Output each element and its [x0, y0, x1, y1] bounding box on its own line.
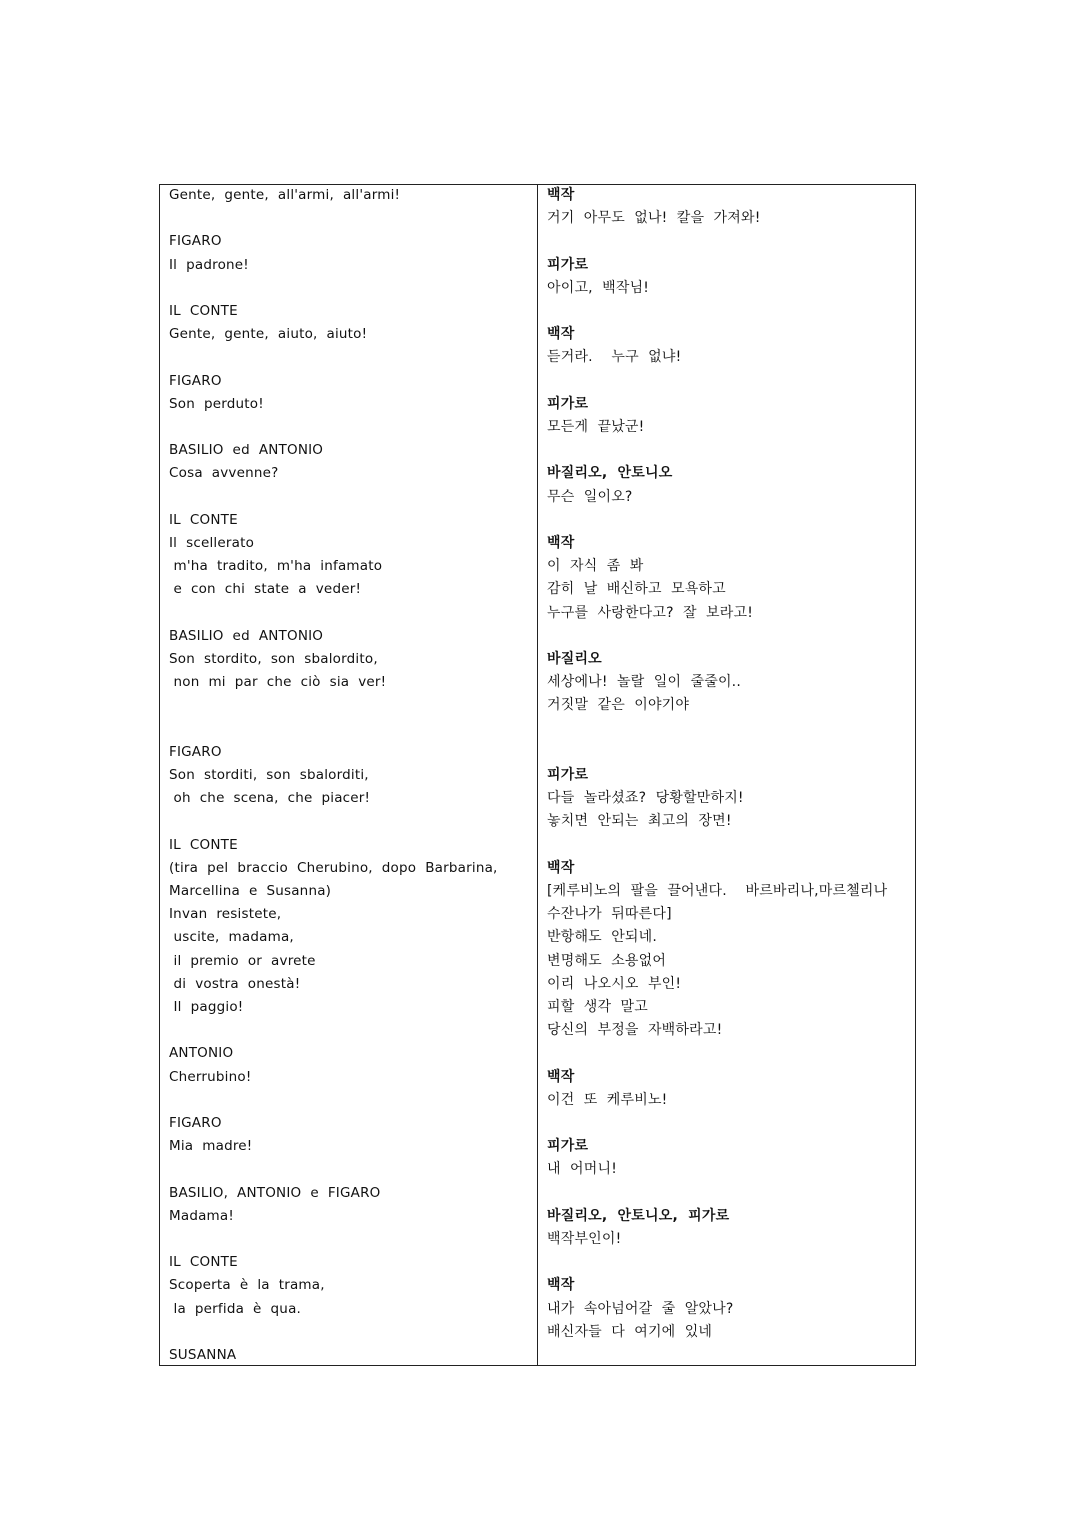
speaker-name: 백작	[547, 535, 575, 551]
lyric-line: Gente, gente, aiuto, aiuto!	[169, 326, 368, 343]
speaker-name: FIGARO	[169, 1115, 222, 1131]
lyric-line: e con chi state a veder!	[169, 581, 362, 598]
speaker-name: 백작	[547, 1068, 575, 1085]
lyric-line: 세상에나! 놀랄 일이 줄줄이..	[547, 674, 741, 691]
lyric-line: 내 어머니!	[547, 1161, 618, 1178]
lyric-line: [케루비노의 팔을 끌어낸다. 바르바리나,마르첼리나	[547, 883, 888, 899]
lyric-line: 듣거라. 누구 없냐!	[547, 349, 682, 366]
speaker-name: 바질리오, 안토니오, 피가로	[547, 1207, 730, 1224]
speaker-name: 피가로	[547, 1138, 589, 1155]
lyric-line: 무슨 일이오?	[547, 488, 633, 505]
speaker-name: FIGARO	[169, 233, 222, 250]
lyric-line: 수잔나가 뒤따른다]	[547, 906, 672, 923]
speaker-name: 백작	[547, 859, 575, 876]
lyric-line: Cherrubino!	[169, 1068, 252, 1085]
lyric-line: uscite, madama,	[169, 929, 294, 946]
lyric-line: Il paggio!	[169, 999, 244, 1015]
lyric-line: 내가 속아넘어갈 줄 알았나?	[547, 1300, 734, 1317]
lyric-line: m'ha tradito, m'ha infamato	[169, 558, 383, 575]
lyric-line: Il scellerato	[169, 535, 255, 551]
lyric-line: 백작부인이!	[547, 1231, 622, 1247]
speaker-name: 피가로	[547, 767, 589, 783]
speaker-name: FIGARO	[169, 372, 222, 389]
lyric-line: la perfida è qua.	[169, 1300, 302, 1317]
lyric-line: (tira pel braccio Cherubino, dopo Barbarina,	[169, 859, 498, 876]
lyric-line: 이리 나오시오 부인!	[547, 975, 682, 992]
lyric-line: Madama!	[169, 1207, 234, 1224]
lyric-line: 다들 놀라셨죠? 당황할만하지!	[547, 790, 744, 807]
lyric-line: 아이고, 백작님!	[547, 279, 650, 296]
lyric-line: 거기 아무도 없나! 칼을 가져와!	[547, 210, 761, 227]
lyric-line: Il padrone!	[169, 256, 249, 273]
speaker-name: IL CONTE	[169, 511, 238, 528]
lyric-line: 감히 날 배신하고 모욕하고	[547, 581, 726, 598]
lyric-line: Son stordito, son sbalordito,	[169, 651, 378, 667]
lyric-line: Scoperta è la trama,	[169, 1277, 325, 1294]
speaker-name: BASILIO, ANTONIO e FIGARO	[169, 1184, 381, 1201]
column-divider	[537, 184, 538, 1366]
lyric-line: 피할 생각 말고	[547, 999, 648, 1015]
lyric-line: di vostra onestà!	[169, 975, 301, 992]
lyric-line: Gente, gente, all'armi, all'armi!	[169, 187, 401, 203]
speaker-name: 백작	[547, 326, 575, 343]
lyric-line: oh che scena, che piacer!	[169, 790, 371, 807]
lyric-line: Cosa avvenne?	[169, 465, 279, 482]
lyric-line: il premio or avrete	[169, 952, 316, 969]
speaker-name: SUSANNA	[169, 1347, 237, 1363]
lyric-line: 변명해도 소용없어	[547, 952, 667, 969]
lyric-line: 이 자식 좀 봐	[547, 558, 644, 575]
lyric-line: 거짓말 같은 이야기야	[547, 697, 690, 714]
lyric-line: 반항해도 안되네.	[547, 929, 658, 946]
speaker-name: 백작	[547, 187, 575, 203]
speaker-name: BASILIO ed ANTONIO	[169, 442, 324, 459]
lyric-line: 배신자들 다 여기에 있네	[547, 1323, 713, 1340]
lyric-line: 이건 또 케루비노!	[547, 1091, 668, 1108]
speaker-name: IL CONTE	[169, 1254, 238, 1271]
lyric-line: 놓치면 안되는 최고의 장면!	[547, 813, 732, 830]
lyric-line: Marcellina e Susanna)	[169, 883, 332, 899]
lyric-line: non mi par che ciò sia ver!	[169, 674, 387, 691]
lyric-line: 누구를 사랑한다고? 잘 보라고!	[547, 604, 754, 621]
speaker-name: ANTONIO	[169, 1045, 234, 1062]
speaker-name: 바질리오	[547, 651, 602, 667]
lyric-line: Son storditi, son sbalorditi,	[169, 767, 369, 783]
lyric-line: Mia madre!	[169, 1138, 253, 1155]
speaker-name: 바질리오, 안토니오	[547, 465, 673, 482]
lyric-line: Son perduto!	[169, 395, 264, 412]
speaker-name: FIGARO	[169, 743, 222, 760]
speaker-name: IL CONTE	[169, 836, 238, 853]
lyric-line: Invan resistete,	[169, 906, 282, 923]
lyric-line: 당신의 부정을 자백하라고!	[547, 1022, 723, 1039]
lyric-line: 모든게 끝났군!	[547, 419, 645, 435]
speaker-name: 피가로	[547, 395, 589, 412]
speaker-name: 피가로	[547, 256, 589, 273]
speaker-name: BASILIO ed ANTONIO	[169, 627, 324, 644]
speaker-name: IL CONTE	[169, 303, 238, 319]
speaker-name: 백작	[547, 1277, 575, 1294]
